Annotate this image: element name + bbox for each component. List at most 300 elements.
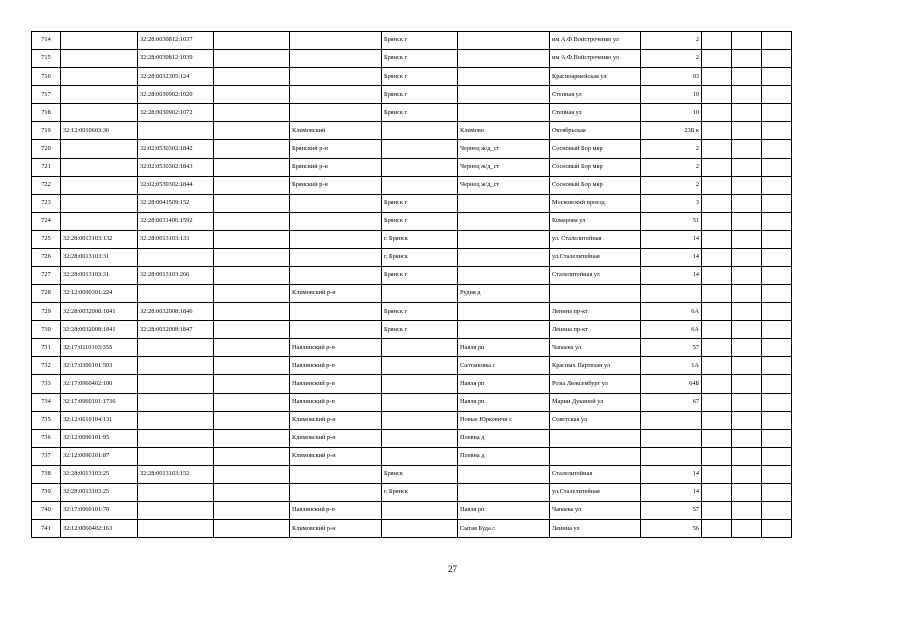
- row-number-cell: 733: [32, 375, 61, 393]
- district-cell: Климовский р-н: [290, 447, 382, 465]
- extra-cell-2: [732, 194, 762, 212]
- empty-cell: [214, 411, 290, 429]
- empty-cell: [214, 520, 290, 538]
- cadastral-number-cell: [61, 32, 138, 50]
- city-cell: [382, 357, 458, 375]
- extra-cell-2: [732, 158, 762, 176]
- table-row: [32, 285, 792, 303]
- row-number-cell: 734: [32, 393, 61, 411]
- extra-cell-2: [732, 50, 762, 68]
- extra-cell-3: [762, 411, 792, 429]
- cadastral-number-2-cell: 32:28:0030812:1039: [138, 50, 214, 68]
- row-number-cell: 727: [32, 267, 61, 285]
- city-cell: Брянск: [382, 465, 458, 483]
- settlement-cell: Чернец ж/д_ст: [458, 140, 550, 158]
- extra-cell-2: [732, 267, 762, 285]
- row-number-cell: 741: [32, 520, 61, 538]
- street-cell: ул. Сталелитейная: [550, 230, 641, 248]
- district-cell: [290, 68, 382, 86]
- settlement-cell: [458, 68, 550, 86]
- street-cell: им А.Ф.Войстроченко ул: [550, 50, 641, 68]
- extra-cell-1: [702, 375, 732, 393]
- extra-cell-2: [732, 230, 762, 248]
- district-cell: Навлинский р-н: [290, 502, 382, 520]
- cadastral-number-2-cell: 32:28:0030812:1037: [138, 32, 214, 50]
- extra-cell-1: [702, 285, 732, 303]
- house-number-cell: 14: [641, 248, 702, 266]
- cadastral-number-2-cell: [138, 357, 214, 375]
- district-cell: Климовский р-н: [290, 411, 382, 429]
- empty-cell: [214, 176, 290, 194]
- house-number-cell: 2: [641, 158, 702, 176]
- extra-cell-2: [732, 303, 762, 321]
- empty-cell: [214, 393, 290, 411]
- extra-cell-3: [762, 375, 792, 393]
- extra-cell-1: [702, 411, 732, 429]
- house-number-cell: 2: [641, 50, 702, 68]
- table-row: [32, 483, 792, 501]
- extra-cell-1: [702, 230, 732, 248]
- house-number-cell: 67: [641, 393, 702, 411]
- row-number-cell: 731: [32, 339, 61, 357]
- row-number-cell: 738: [32, 465, 61, 483]
- cadastral-number-cell: [61, 140, 138, 158]
- district-cell: Брянский р-н: [290, 176, 382, 194]
- table-row: [32, 122, 792, 140]
- table-row: [32, 465, 792, 483]
- settlement-cell: Рудня д: [458, 285, 550, 303]
- extra-cell-3: [762, 393, 792, 411]
- city-cell: Брянск г: [382, 68, 458, 86]
- table-row: [32, 50, 792, 68]
- extra-cell-2: [732, 176, 762, 194]
- extra-cell-1: [702, 339, 732, 357]
- street-cell: Ленина пр-кт: [550, 321, 641, 339]
- cadastral-number-2-cell: [138, 122, 214, 140]
- house-number-cell: 2: [641, 140, 702, 158]
- row-number-cell: 725: [32, 230, 61, 248]
- empty-cell: [214, 375, 290, 393]
- city-cell: Брянск г: [382, 50, 458, 68]
- empty-cell: [214, 321, 290, 339]
- extra-cell-3: [762, 285, 792, 303]
- cadastral-number-cell: 32:17:0060101:78: [61, 502, 138, 520]
- table-row: [32, 339, 792, 357]
- extra-cell-3: [762, 122, 792, 140]
- row-number-cell: 714: [32, 32, 61, 50]
- district-cell: [290, 32, 382, 50]
- house-number-cell: 14: [641, 267, 702, 285]
- cadastral-number-cell: 32:12:0010603:36: [61, 122, 138, 140]
- empty-cell: [214, 122, 290, 140]
- row-number-cell: 718: [32, 104, 61, 122]
- district-cell: [290, 465, 382, 483]
- district-cell: [290, 194, 382, 212]
- settlement-cell: [458, 194, 550, 212]
- settlement-cell: [458, 86, 550, 104]
- extra-cell-1: [702, 520, 732, 538]
- extra-cell-1: [702, 86, 732, 104]
- district-cell: [290, 267, 382, 285]
- extra-cell-1: [702, 32, 732, 50]
- empty-cell: [214, 248, 290, 266]
- street-cell: Октябрьская: [550, 122, 641, 140]
- house-number-cell: 3: [641, 194, 702, 212]
- house-number-cell: 57: [641, 339, 702, 357]
- city-cell: Брянск г: [382, 267, 458, 285]
- cadastral-number-2-cell: 32:28:0032305:124: [138, 68, 214, 86]
- cadastral-number-cell: 32:17:0960402:100: [61, 375, 138, 393]
- cadastral-number-2-cell: [138, 429, 214, 447]
- extra-cell-2: [732, 465, 762, 483]
- street-cell: Ленина пр-кт: [550, 303, 641, 321]
- city-cell: Брянск г: [382, 104, 458, 122]
- street-cell: [550, 447, 641, 465]
- street-cell: Комарова ул: [550, 212, 641, 230]
- table-row: [32, 303, 792, 321]
- empty-cell: [214, 429, 290, 447]
- row-number-cell: 732: [32, 357, 61, 375]
- empty-cell: [214, 339, 290, 357]
- extra-cell-3: [762, 140, 792, 158]
- table-row: [32, 411, 792, 429]
- empty-cell: [214, 194, 290, 212]
- settlement-cell: Навля рп: [458, 393, 550, 411]
- table-row: [32, 86, 792, 104]
- cadastral-number-2-cell: 32:02:0530302:1844: [138, 176, 214, 194]
- extra-cell-3: [762, 357, 792, 375]
- empty-cell: [214, 212, 290, 230]
- row-number-cell: 722: [32, 176, 61, 194]
- settlement-cell: Чернец ж/д_ст: [458, 176, 550, 194]
- extra-cell-3: [762, 86, 792, 104]
- house-number-cell: 51: [641, 212, 702, 230]
- extra-cell-3: [762, 502, 792, 520]
- extra-cell-2: [732, 285, 762, 303]
- city-cell: [382, 447, 458, 465]
- city-cell: [382, 520, 458, 538]
- extra-cell-2: [732, 122, 762, 140]
- house-number-cell: 57: [641, 502, 702, 520]
- city-cell: Брянск г: [382, 194, 458, 212]
- settlement-cell: [458, 483, 550, 501]
- street-cell: им А.Ф.Войстроченко ул: [550, 32, 641, 50]
- house-number-cell: [641, 411, 702, 429]
- extra-cell-1: [702, 502, 732, 520]
- district-cell: Климовский р-н: [290, 520, 382, 538]
- row-number-cell: 716: [32, 68, 61, 86]
- city-cell: Брянск г: [382, 303, 458, 321]
- table-row: [32, 68, 792, 86]
- cadastral-number-cell: [61, 212, 138, 230]
- registry-table: [31, 31, 792, 538]
- city-cell: г. Брянск: [382, 230, 458, 248]
- cadastral-number-cell: [61, 194, 138, 212]
- cadastral-number-2-cell: 32:02:0530302:1843: [138, 158, 214, 176]
- cadastral-number-cell: 32:12:0610104:131: [61, 411, 138, 429]
- extra-cell-2: [732, 321, 762, 339]
- street-cell: [550, 285, 641, 303]
- house-number-cell: 10: [641, 86, 702, 104]
- city-cell: [382, 502, 458, 520]
- extra-cell-3: [762, 32, 792, 50]
- cadastral-number-2-cell: 32:28:0013103:152: [138, 465, 214, 483]
- extra-cell-1: [702, 50, 732, 68]
- cadastral-number-cell: [61, 158, 138, 176]
- extra-cell-1: [702, 429, 732, 447]
- cadastral-number-2-cell: [138, 393, 214, 411]
- house-number-cell: 93: [641, 68, 702, 86]
- street-cell: Степная ул: [550, 86, 641, 104]
- street-cell: Сосновый Бор мкр: [550, 158, 641, 176]
- settlement-cell: [458, 465, 550, 483]
- extra-cell-2: [732, 375, 762, 393]
- street-cell: [550, 429, 641, 447]
- city-cell: Брянск г: [382, 212, 458, 230]
- street-cell: Сосновый Бор мкр: [550, 176, 641, 194]
- extra-cell-2: [732, 393, 762, 411]
- extra-cell-3: [762, 303, 792, 321]
- row-number-cell: 715: [32, 50, 61, 68]
- cadastral-number-2-cell: [138, 520, 214, 538]
- extra-cell-1: [702, 68, 732, 86]
- empty-cell: [214, 303, 290, 321]
- row-number-cell: 723: [32, 194, 61, 212]
- cadastral-number-2-cell: [138, 411, 214, 429]
- empty-cell: [214, 32, 290, 50]
- table-row: [32, 321, 792, 339]
- row-number-cell: 726: [32, 248, 61, 266]
- cadastral-number-cell: 32:28:0013103:25: [61, 465, 138, 483]
- empty-cell: [214, 230, 290, 248]
- table-row: [32, 429, 792, 447]
- cadastral-number-cell: 32:28:0032008:1841: [61, 303, 138, 321]
- table-row: [32, 357, 792, 375]
- cadastral-number-2-cell: 32:28:0030902:1020: [138, 86, 214, 104]
- table-row: [32, 104, 792, 122]
- page-number: 27: [448, 564, 457, 574]
- extra-cell-3: [762, 267, 792, 285]
- extra-cell-1: [702, 303, 732, 321]
- extra-cell-1: [702, 321, 732, 339]
- city-cell: Брянск г: [382, 321, 458, 339]
- cadastral-number-cell: [61, 68, 138, 86]
- street-cell: Чапаева ул: [550, 339, 641, 357]
- house-number-cell: 14: [641, 465, 702, 483]
- house-number-cell: 1А: [641, 357, 702, 375]
- extra-cell-3: [762, 465, 792, 483]
- row-number-cell: 719: [32, 122, 61, 140]
- cadastral-number-2-cell: [138, 339, 214, 357]
- settlement-cell: [458, 248, 550, 266]
- street-cell: ул.Сталелитейная: [550, 483, 641, 501]
- house-number-cell: 2: [641, 32, 702, 50]
- district-cell: [290, 483, 382, 501]
- city-cell: Брянск г: [382, 32, 458, 50]
- city-cell: [382, 122, 458, 140]
- empty-cell: [214, 86, 290, 104]
- empty-cell: [214, 447, 290, 465]
- cadastral-number-cell: 32:12:0090101:95: [61, 429, 138, 447]
- registry-table-body: [32, 32, 792, 538]
- house-number-cell: 6А: [641, 321, 702, 339]
- row-number-cell: 740: [32, 502, 61, 520]
- empty-cell: [214, 267, 290, 285]
- extra-cell-3: [762, 104, 792, 122]
- district-cell: Брянский р-н: [290, 140, 382, 158]
- city-cell: [382, 285, 458, 303]
- street-cell: Советская ул: [550, 411, 641, 429]
- extra-cell-1: [702, 447, 732, 465]
- extra-cell-1: [702, 122, 732, 140]
- extra-cell-3: [762, 50, 792, 68]
- cadastral-number-cell: [61, 104, 138, 122]
- cadastral-number-2-cell: [138, 502, 214, 520]
- house-number-cell: 14: [641, 230, 702, 248]
- table-row: [32, 447, 792, 465]
- district-cell: [290, 321, 382, 339]
- settlement-cell: [458, 321, 550, 339]
- extra-cell-3: [762, 212, 792, 230]
- city-cell: г. Брянск: [382, 248, 458, 266]
- table-row: [32, 194, 792, 212]
- extra-cell-3: [762, 339, 792, 357]
- empty-cell: [214, 158, 290, 176]
- table-row: [32, 140, 792, 158]
- cadastral-number-cell: 32:28:0013103:132: [61, 230, 138, 248]
- district-cell: [290, 86, 382, 104]
- house-number-cell: 64Б: [641, 375, 702, 393]
- settlement-cell: [458, 104, 550, 122]
- empty-cell: [214, 465, 290, 483]
- cadastral-number-cell: 32:28:0013103:31: [61, 267, 138, 285]
- street-cell: Красных Партизан ул: [550, 357, 641, 375]
- district-cell: [290, 104, 382, 122]
- extra-cell-2: [732, 502, 762, 520]
- house-number-cell: [641, 429, 702, 447]
- house-number-cell: 6А: [641, 303, 702, 321]
- row-number-cell: 724: [32, 212, 61, 230]
- row-number-cell: 737: [32, 447, 61, 465]
- settlement-cell: Навля рп: [458, 502, 550, 520]
- district-cell: [290, 303, 382, 321]
- street-cell: Сосновый Бор мкр: [550, 140, 641, 158]
- row-number-cell: 720: [32, 140, 61, 158]
- district-cell: Навлинский р-н: [290, 357, 382, 375]
- empty-cell: [214, 502, 290, 520]
- settlement-cell: Навля рп: [458, 339, 550, 357]
- city-cell: Брянск г: [382, 86, 458, 104]
- table-row: [32, 158, 792, 176]
- extra-cell-2: [732, 140, 762, 158]
- street-cell: Чапаева ул: [550, 502, 641, 520]
- extra-cell-3: [762, 176, 792, 194]
- extra-cell-1: [702, 104, 732, 122]
- cadastral-number-cell: 32:12:0090101:87: [61, 447, 138, 465]
- row-number-cell: 721: [32, 158, 61, 176]
- row-number-cell: 735: [32, 411, 61, 429]
- city-cell: [382, 339, 458, 357]
- extra-cell-3: [762, 230, 792, 248]
- extra-cell-2: [732, 357, 762, 375]
- district-cell: Климовский р-н: [290, 285, 382, 303]
- extra-cell-1: [702, 140, 732, 158]
- extra-cell-1: [702, 483, 732, 501]
- cadastral-number-2-cell: 32:28:0032008:1846: [138, 303, 214, 321]
- settlement-cell: Плевна д: [458, 447, 550, 465]
- cadastral-number-cell: 32:28:0013103:31: [61, 248, 138, 266]
- cadastral-number-2-cell: 32:28:0032008:1847: [138, 321, 214, 339]
- table-row: [32, 248, 792, 266]
- table-row: [32, 393, 792, 411]
- table-row: [32, 32, 792, 50]
- table-row: [32, 212, 792, 230]
- extra-cell-3: [762, 447, 792, 465]
- extra-cell-1: [702, 194, 732, 212]
- extra-cell-3: [762, 68, 792, 86]
- row-number-cell: 736: [32, 429, 61, 447]
- district-cell: [290, 248, 382, 266]
- extra-cell-2: [732, 248, 762, 266]
- cadastral-number-2-cell: 32:02:0530302:1842: [138, 140, 214, 158]
- district-cell: Навлинский р-н: [290, 339, 382, 357]
- cadastral-number-cell: 32:28:0032008:1841: [61, 321, 138, 339]
- settlement-cell: Навля рп: [458, 375, 550, 393]
- empty-cell: [214, 140, 290, 158]
- settlement-cell: Плевна д: [458, 429, 550, 447]
- cadastral-number-2-cell: [138, 447, 214, 465]
- street-cell: Степная ул: [550, 104, 641, 122]
- cadastral-number-2-cell: [138, 285, 214, 303]
- settlement-cell: [458, 303, 550, 321]
- cadastral-number-cell: [61, 176, 138, 194]
- extra-cell-1: [702, 393, 732, 411]
- house-number-cell: 56: [641, 520, 702, 538]
- extra-cell-3: [762, 321, 792, 339]
- empty-cell: [214, 483, 290, 501]
- city-cell: [382, 393, 458, 411]
- cadastral-number-2-cell: 32:28:0030902:1072: [138, 104, 214, 122]
- street-cell: Ленина ул: [550, 520, 641, 538]
- extra-cell-2: [732, 520, 762, 538]
- table-row: [32, 267, 792, 285]
- settlement-cell: Новые Юрковичи с: [458, 411, 550, 429]
- extra-cell-2: [732, 339, 762, 357]
- street-cell: Сталелитейная ул: [550, 267, 641, 285]
- cadastral-number-2-cell: 32:28:0013103:266: [138, 267, 214, 285]
- empty-cell: [214, 357, 290, 375]
- city-cell: [382, 140, 458, 158]
- row-number-cell: 730: [32, 321, 61, 339]
- street-cell: Сталелитейная: [550, 465, 641, 483]
- extra-cell-3: [762, 194, 792, 212]
- house-number-cell: 14: [641, 483, 702, 501]
- street-cell: ул.Сталелитейная: [550, 248, 641, 266]
- extra-cell-3: [762, 520, 792, 538]
- city-cell: г. Брянск: [382, 483, 458, 501]
- cadastral-number-cell: 32:17:0300101:503: [61, 357, 138, 375]
- extra-cell-2: [732, 68, 762, 86]
- house-number-cell: [641, 447, 702, 465]
- city-cell: [382, 429, 458, 447]
- district-cell: [290, 50, 382, 68]
- cadastral-number-2-cell: 32:28:0031406:1592: [138, 212, 214, 230]
- cadastral-number-cell: 32:12:0090301:224: [61, 285, 138, 303]
- empty-cell: [214, 50, 290, 68]
- settlement-cell: [458, 230, 550, 248]
- street-cell: Розы Люксембург ул: [550, 375, 641, 393]
- row-number-cell: 739: [32, 483, 61, 501]
